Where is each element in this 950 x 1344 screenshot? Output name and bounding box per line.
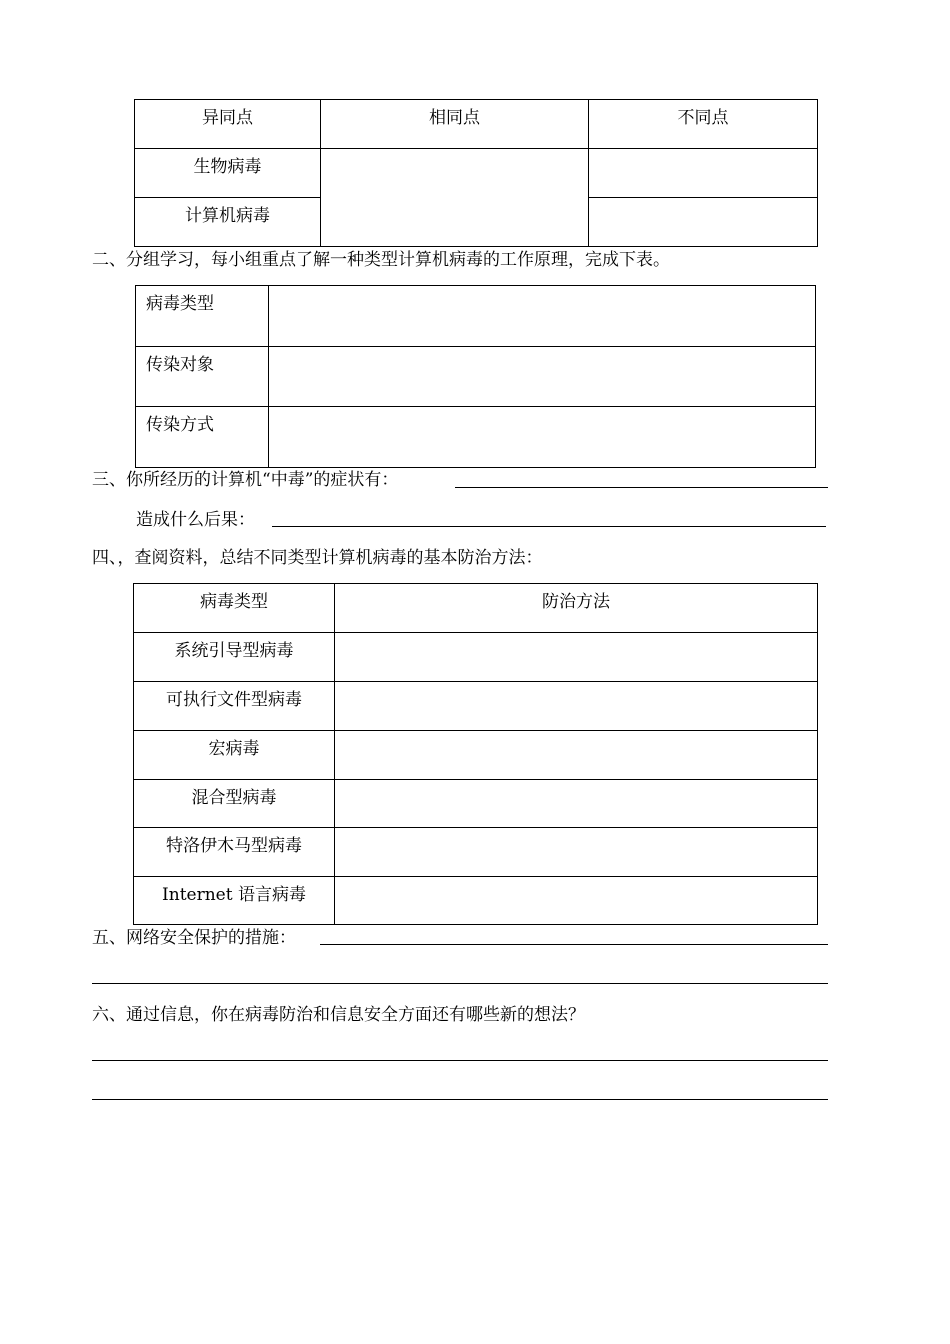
answer-line[interactable] bbox=[92, 1099, 828, 1100]
answer-line[interactable] bbox=[92, 983, 828, 984]
answer-line[interactable] bbox=[455, 487, 828, 488]
answer-line[interactable] bbox=[272, 526, 826, 527]
row-label: 计算机病毒 bbox=[135, 198, 321, 247]
prevention-table bbox=[133, 583, 818, 925]
answer-cell[interactable] bbox=[269, 407, 816, 468]
section-2-heading: 二、分组学习，每小组重点了解一种类型计算机病毒的工作原理，完成下表。 bbox=[92, 250, 670, 270]
answer-line[interactable] bbox=[92, 1060, 828, 1061]
header-cell: 异同点 bbox=[135, 100, 321, 149]
answer-cell[interactable] bbox=[335, 633, 818, 682]
section-3-heading: 三、你所经历的计算机“中毒”的症状有： bbox=[92, 470, 399, 490]
answer-line[interactable] bbox=[320, 944, 828, 945]
answer-cell[interactable] bbox=[335, 780, 818, 828]
row-label: 生物病毒 bbox=[135, 149, 321, 198]
header-cell: 防治方法 bbox=[335, 584, 818, 633]
section-4-heading: 四、，查阅资料，总结不同类型计算机病毒的基本防治方法： bbox=[92, 548, 543, 568]
answer-cell[interactable] bbox=[335, 731, 818, 780]
answer-cell[interactable] bbox=[335, 877, 818, 925]
answer-cell[interactable] bbox=[269, 347, 816, 407]
row-label: 可执行文件型病毒 bbox=[134, 682, 335, 731]
header-cell: 相同点 bbox=[321, 100, 589, 149]
row-label: 特洛伊木马型病毒 bbox=[134, 828, 335, 877]
row-label: 系统引导型病毒 bbox=[134, 633, 335, 682]
comparison-table bbox=[134, 99, 818, 247]
virus-type-table bbox=[135, 285, 816, 468]
header-cell: 病毒类型 bbox=[134, 584, 335, 633]
answer-cell[interactable] bbox=[335, 828, 818, 877]
same-points-cell[interactable] bbox=[321, 149, 589, 247]
row-label: 病毒类型 bbox=[136, 286, 269, 347]
section-3-subheading: 造成什么后果： bbox=[136, 510, 255, 530]
section-5-heading: 五、网络安全保护的措施： bbox=[92, 928, 296, 948]
row-label: 传染对象 bbox=[136, 347, 269, 407]
row-label: 混合型病毒 bbox=[134, 780, 335, 828]
row-label: 宏病毒 bbox=[134, 731, 335, 780]
answer-cell[interactable] bbox=[335, 682, 818, 731]
answer-cell[interactable] bbox=[269, 286, 816, 347]
section-6-heading: 六、通过信息，你在病毒防治和信息安全方面还有哪些新的想法？ bbox=[92, 1005, 585, 1025]
header-cell: 不同点 bbox=[589, 100, 818, 149]
row-label: 传染方式 bbox=[136, 407, 269, 468]
diff-cell[interactable] bbox=[589, 149, 818, 198]
row-label: Internet 语言病毒 bbox=[134, 877, 335, 925]
diff-cell[interactable] bbox=[589, 198, 818, 247]
